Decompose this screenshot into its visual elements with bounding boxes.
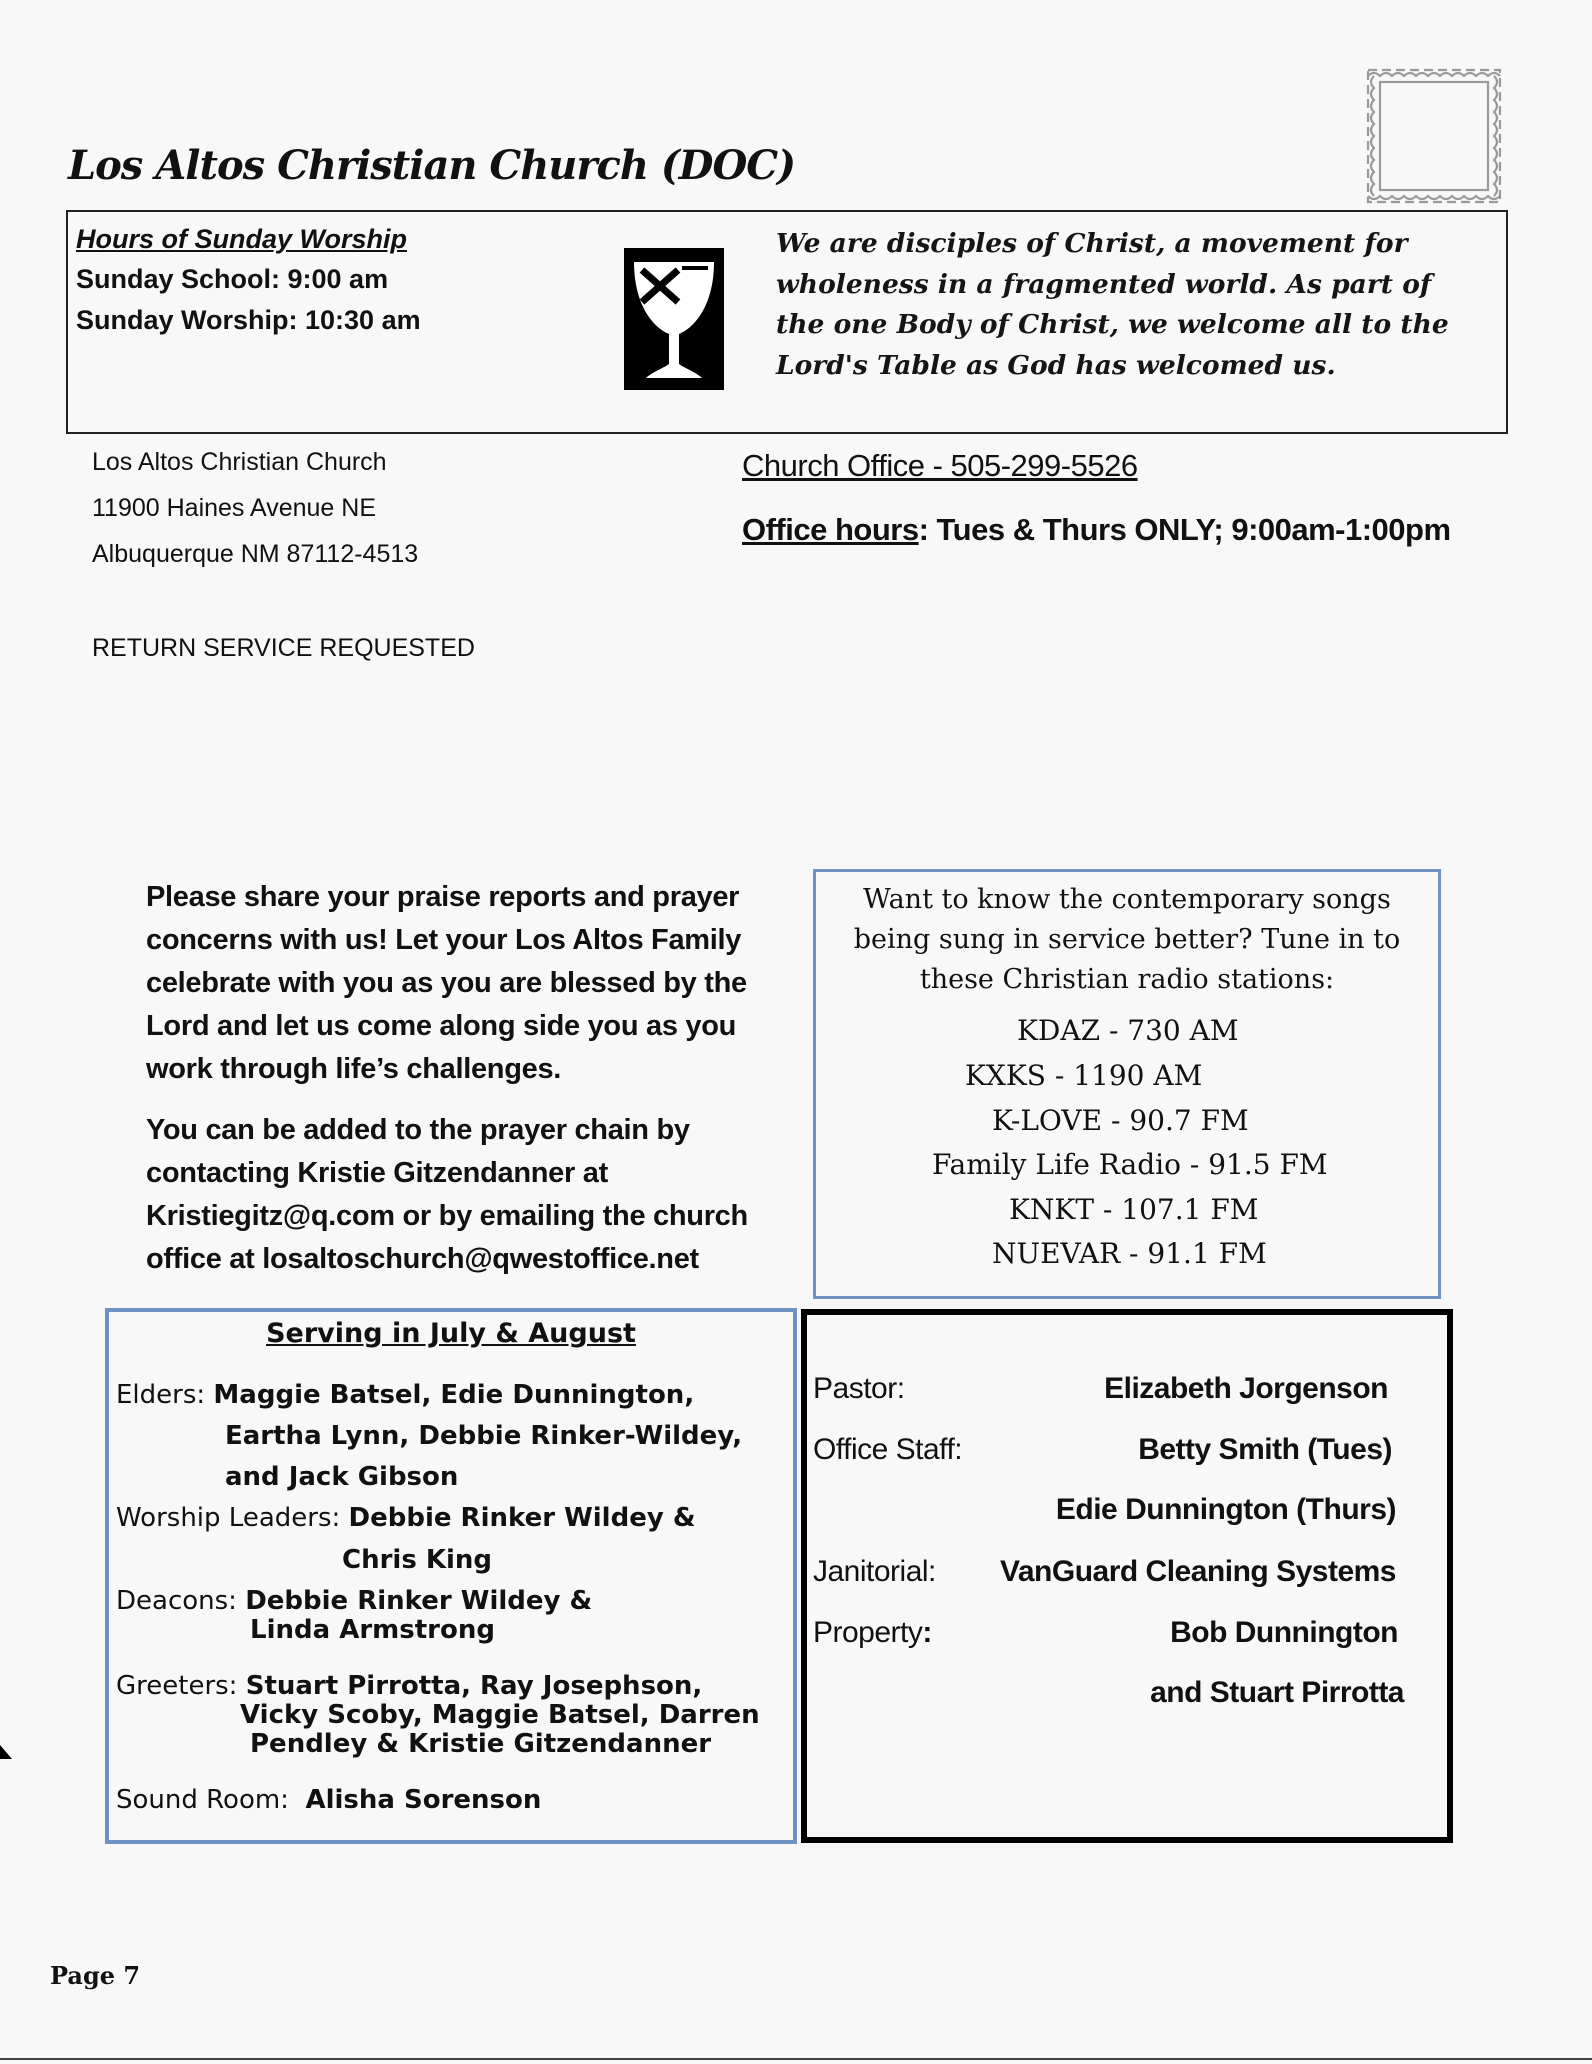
deacons-names: Linda Armstrong [250, 1615, 495, 1645]
mission-line: We are disciples of Christ, a movement for [776, 228, 1408, 259]
address-city: Albuquerque NM 87112-4513 [92, 540, 419, 568]
property-name: and Stuart Pirrotta [1150, 1676, 1404, 1709]
greeters-names: Stuart Pirrotta, Ray Josephson, [245, 1671, 703, 1701]
mission-line: wholeness in a fragmented world. As part of [776, 268, 1432, 300]
worship-leaders-names: Debbie Rinker Wildey & [348, 1503, 696, 1533]
church-office-phone: Church Office - 505-299-5526 [742, 448, 1138, 483]
greeters-label: Greeters: [116, 1671, 238, 1701]
radio-station: KDAZ - 730 AM [1017, 1014, 1239, 1047]
elders-label: Elders: [116, 1380, 206, 1410]
page-number: Page 7 [50, 1961, 141, 1990]
address-name: Los Altos Christian Church [92, 448, 387, 476]
elders-names: and Jack Gibson [225, 1462, 459, 1492]
mission-line: Lord's Table as God has welcomed us. [776, 349, 1336, 381]
radio-station: NUEVAR - 91.1 FM [992, 1237, 1267, 1270]
greeters-row [116, 1671, 702, 1701]
page-bottom-rule [0, 2058, 1592, 2060]
postage-stamp-icon [1360, 62, 1508, 210]
deacons-row [116, 1586, 592, 1616]
sunday-school-time: Sunday School: 9:00 am [76, 264, 389, 294]
pastor-label: Pastor: [813, 1372, 905, 1405]
sound-room-names: Alisha Sorenson [305, 1785, 542, 1815]
worship-hours-heading: Hours of Sunday Worship [76, 224, 408, 254]
office-hours [742, 512, 1451, 548]
janitorial-label: Janitorial: [813, 1555, 936, 1588]
address-street: 11900 Haines Avenue NE [92, 494, 377, 522]
sound-room-row [116, 1785, 541, 1815]
worship-leaders-label: Worship Leaders: [116, 1503, 341, 1533]
prayer-request-text [146, 876, 766, 1299]
deacons-names: Debbie Rinker Wildey & [245, 1586, 593, 1616]
janitorial-name: VanGuard Cleaning Systems [1000, 1555, 1396, 1588]
return-service-notice: RETURN SERVICE REQUESTED [92, 634, 475, 662]
prayer-paragraph: Please share your praise reports and prayer concerns with us! Let your Los Altos Family celebrate with you as you are blessed by the Lord and let us come along side you as you work through life’s challenges. [146, 881, 747, 1085]
radio-station: Family Life Radio - 91.5 FM [932, 1148, 1328, 1181]
church-title: Los Altos Christian Church (DOC) [68, 142, 796, 189]
worship-leaders-row [116, 1503, 696, 1533]
mission-statement [776, 224, 1476, 386]
office-hours-label: Office hours [742, 512, 919, 547]
office-hours-value: : Tues & Thurs ONLY; 9:00am-1:00pm [918, 512, 1451, 547]
greeters-names: Pendley & Kristie Gitzendanner [250, 1729, 712, 1759]
greeters-names: Vicky Scoby, Maggie Batsel, Darren [240, 1700, 760, 1730]
office-staff-name: Edie Dunnington (Thurs) [1055, 1493, 1396, 1526]
serving-title: Serving in July & August [266, 1318, 636, 1349]
elders-row [116, 1380, 694, 1410]
property-label: Property: [813, 1616, 932, 1649]
deacons-label: Deacons: [116, 1586, 237, 1616]
radio-station: KXKS - 1190 AM [965, 1059, 1203, 1092]
prayer-chain-paragraph: You can be added to the prayer chain by contacting Kristie Gitzendanner at Kristiegitz@q.com or by emailing the church office at losaltoschurch@qwestoffice.net [146, 1114, 748, 1275]
sound-room-label: Sound Room: [116, 1785, 289, 1815]
sunday-worship-time: Sunday Worship: 10:30 am [76, 305, 421, 335]
worship-leaders-names: Chris King [342, 1545, 493, 1575]
radio-station: KNKT - 107.1 FM [1009, 1193, 1259, 1226]
elders-names: Eartha Lynn, Debbie Rinker-Wildey, [225, 1421, 743, 1451]
pastor-name: Elizabeth Jorgenson [1104, 1372, 1388, 1405]
property-name: Bob Dunnington [1170, 1616, 1398, 1649]
mission-line: the one Body of Christ, we welcome all to the [776, 309, 1449, 340]
office-staff-name: Betty Smith (Tues) [1138, 1433, 1392, 1466]
chalice-logo-icon [624, 248, 724, 390]
corner-arrow-icon [0, 1745, 12, 1759]
radio-intro: Want to know the contemporary songs being sung in service better? Tune in to these Christian radio stations: [853, 884, 1401, 995]
elders-names: Maggie Batsel, Edie Dunnington, [213, 1380, 695, 1410]
radio-station: K-LOVE - 90.7 FM [992, 1104, 1249, 1137]
office-staff-label: Office Staff: [813, 1433, 963, 1466]
